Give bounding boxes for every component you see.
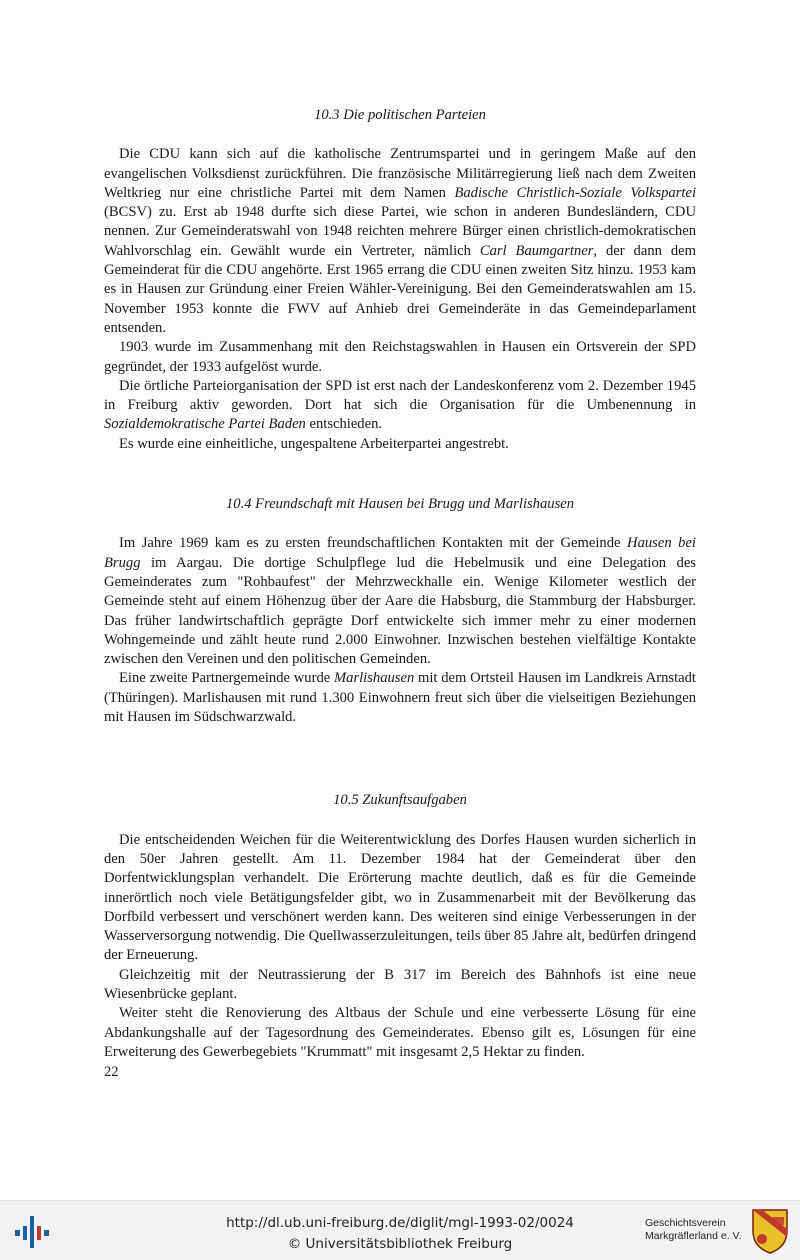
paragraph	[104, 377, 696, 435]
text-run: Die örtliche Parteiorganisation der SPD ist erst nach der Landeskonferenz vom 2. Dezember 1945 in Freiburg aktiv geworden. Dort hat sich die Organisation für die Umbenennung in	[104, 377, 696, 414]
footer-url-link[interactable]: http://dl.ub.uni-freiburg.de/diglit/mgl-1993-02/0024	[226, 1215, 574, 1231]
text-run: im Aargau. Die dortige Schulpflege lud die Hebelmusik und eine Delegation des Gemeinderates zum "Rohbaufest" der Mehrzweckhalle ein. Wenige Kilometer westlich der Gemeinde steht auf einem Höhenzug über der Aare die Habsburg, die Stammburg der Habsburger. Das früher landwirtschaftlich geprägte Dorf entwickelte sich immer mehr zu einer modernen Wohngemeinde und zählt heute rund 2.000 Einwohner. Inzwischen bestehen vielfältige Kontakte zwischen den Vereinen und den politischen Gemeinden.	[104, 554, 696, 668]
italic-text: Carl Baumgartner	[479, 242, 594, 259]
section-heading: 10.5 Zukunftsaufgaben	[333, 792, 467, 809]
coat-of-arms-icon	[750, 1207, 790, 1255]
paragraph	[104, 534, 696, 669]
italic-text: Marlishausen	[333, 670, 415, 687]
text-run: Gleichzeitig mit der Neutrassierung der B 317 im Bereich des Bahnhofs ist eine neue Wiesenbrücke geplant.	[104, 966, 696, 1002]
text-run: , der dann dem Gemeinderat für die CDU angehörte. Erst 1965 errang die CDU einen zweiten Sitz hinzu. 1953 kam es in Hausen zur Gründung einer Freien Wähler-Vereinigung. Bei den Gemeinderatswahlen am 15. November 1953 konnte die FWV auf Anhieb drei Gemeinderäte in das Gemeindeparlament entsenden.	[104, 242, 696, 336]
text-run: Die entscheidenden Weichen für die Weiterentwicklung des Dorfes Hausen wurden sicherlich in den 50er Jahren gestellt. Am 11. Dezember 1984 hat der Gemeinderat über den Dorfentwicklungsplan verhandelt. Die Erörterung machte deutlich, daß es für die Gemeinde innerörtlich noch viele Betätigungsfelder gibt, wo in Zusammenarbeit mit der Bevölkerung das Dorfbild verbessert und verschönert werden kann. Des weiteren sind einige Verbesserungen in der Wasserversorgung notwendig. Die Quellwasserzuleitungen, teils über 85 Jahre alt, bedürfen dringend der Erneuerung.	[104, 831, 696, 964]
text-run: entschieden.	[305, 416, 383, 433]
paragraph	[104, 1004, 696, 1062]
footer-copyright: © Universitätsbibliothek Freiburg	[287, 1236, 513, 1252]
section-heading: 10.4 Freundschaft mit Hausen bei Brugg und Marlishausen	[225, 496, 575, 513]
text-run: Es wurde eine einheitliche, ungespaltene Arbeiterpartei angestrebt.	[119, 435, 509, 452]
text-run: Im Jahre 1969 kam es zu ersten freundschaftlichen Kontakten mit der Gemeinde	[119, 535, 628, 552]
paragraph	[104, 966, 696, 1005]
paragraph	[104, 669, 696, 727]
paragraph	[104, 435, 696, 454]
text-run: Die CDU kann sich auf die katholische Zentrumspartei und in geringem Maße auf den evangelischen Volksdienst zurückführen. Die französische Militärregierung ließ nach dem Zweiten Weltkrieg nur eine christliche Partei mit dem Namen	[104, 146, 696, 201]
italic-text: Hausen bei Brugg	[104, 535, 696, 571]
society-line-1: Geschichtsverein	[645, 1217, 726, 1229]
paragraph	[104, 145, 696, 338]
section-heading: 10.3 Die politischen Parteien	[314, 107, 486, 123]
society-name	[645, 1217, 742, 1243]
paragraph	[104, 831, 696, 966]
page-content	[104, 106, 696, 1062]
text-run: Weiter steht die Renovierung des Altbaus der Schule und eine verbesserte Lösung für eine Abdankungshalle auf der Tagesordnung des Gemeinderates. Ebenso gilt es, Lösungen für eine Erweiterung des Gewerbegebiets "Krummatt" mit insgesamt 2,5 Hektar zu finden.	[104, 1005, 696, 1060]
italic-text: Sozialdemokratische Partei Baden	[104, 416, 306, 433]
italic-text: Badische Christlich-Soziale Volkspartei	[454, 184, 696, 201]
paragraph	[104, 338, 696, 377]
text-run: mit dem Ortsteil Hausen im Landkreis Arnstadt (Thüringen). Marlishausen mit rund 1.300 Einwohnern freut sich über die vielseitigen Beziehungen mit Hausen im Südschwarzwald.	[104, 670, 696, 726]
ub-freiburg-logo-icon	[14, 1212, 50, 1252]
text-run: 1903 wurde im Zusammenhang mit den Reichstagswahlen in Hausen ein Ortsverein der SPD gegründet, der 1933 aufgelöst wurde.	[104, 339, 696, 375]
society-line-2: Markgräflerland e. V.	[645, 1230, 742, 1242]
text-run: (BCSV) zu. Erst ab 1948 durfte sich diese Partei, wie schon in anderen Bundesländern, CDU nennen. Zur Gemeinderatswahl von 1948 reichten mehrere Bürger einen christlich-demokratischen Wahlvorschlag ein. Gewählt wurde ein Vertreter, nämlich	[104, 204, 696, 259]
page-number: 22	[104, 1064, 119, 1080]
viewer-footer	[0, 1200, 800, 1260]
text-run: Eine zweite Partnergemeinde wurde	[119, 670, 334, 687]
